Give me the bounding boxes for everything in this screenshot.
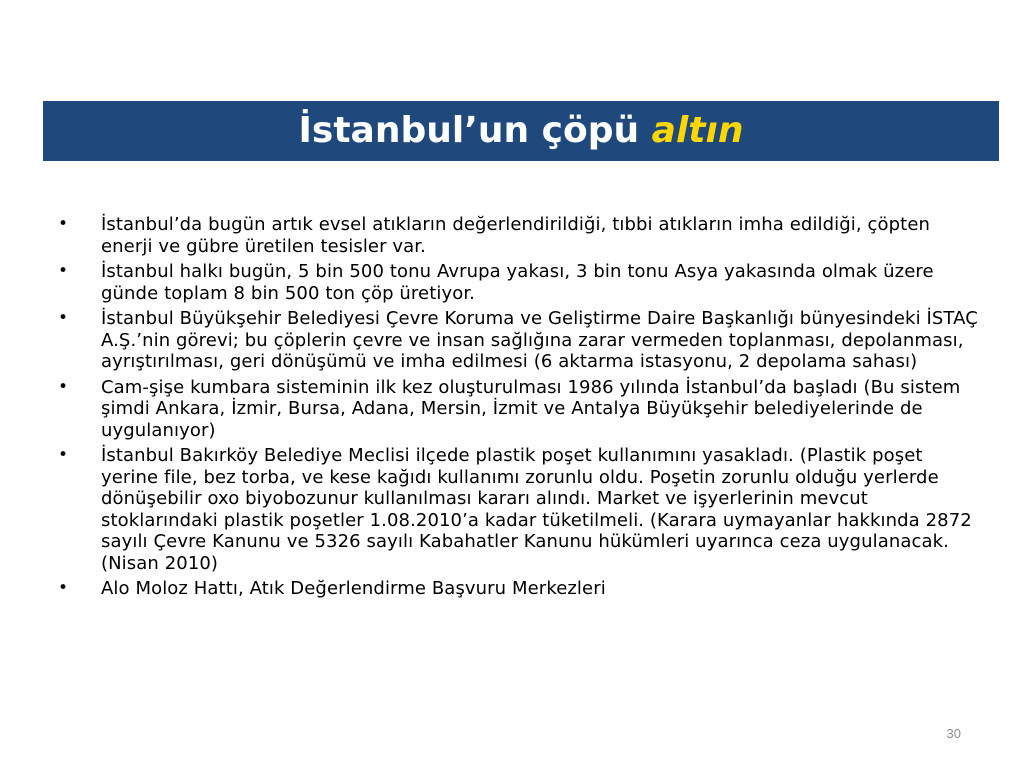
bullet-marker: •	[58, 261, 69, 281]
bullet-text: İstanbul halkı bugün, 5 bin 500 tonu Avrupa yakası, 3 bin tonu Asya yakasında olmak üzere günde toplam 8 bin 500 ton çöp üretiyor.	[101, 261, 934, 304]
bullet-text: Alo Moloz Hattı, Atık Değerlendirme Başvuru Merkezleri	[101, 578, 606, 599]
bullet-text: Cam-şişe kumbara sisteminin ilk kez oluşturulması 1986 yılında İstanbul’da başladı (Bu sistem şimdi Ankara, İzmir, Bursa, Adana, Mersin, İzmit ve Antalya Büyükşehir belediyelerinde de uygulanıyor)	[101, 376, 961, 441]
title-bar	[43, 101, 999, 161]
bullet-marker: •	[58, 578, 69, 598]
bullet-item-5	[58, 445, 978, 574]
bullet-item-6	[58, 578, 978, 600]
page-number: 30	[946, 726, 961, 741]
bullet-marker: •	[58, 445, 69, 465]
bullet-item-2	[58, 261, 978, 304]
bullet-text: İstanbul Bakırköy Belediye Meclisi ilçede plastik poşet kullanımını yasakladı. (Plastik poşet yerine file, bez torba, ve kese kağıdı kullanımı zorunlu oldu. Poşetin zorunlu olduğu yerlerde dönüşebilir oxo biyobozunur kullanılması kararı alındı. Market ve işyerlerinin mevcut stoklarındaki plastik poşetler 1.08.2010’a kadar tüketilmeli. (Karara uymayanlar hakkında 2872 sayılı Çevre Kanunu ve 5326 sayılı Kabahatler Kanunu hükümleri uyarınca ceza uygulanacak. (Nisan 2010)	[101, 445, 972, 574]
bullet-list	[58, 214, 978, 604]
bullet-marker: •	[58, 376, 69, 397]
bullet-marker: •	[58, 214, 69, 234]
bullet-text: İstanbul’da bugün artık evsel atıkların değerlendirildiği, tıbbi atıkların imha edildiği, çöpten enerji ve gübre üretilen tesisler var.	[101, 214, 931, 257]
slide-title	[298, 110, 744, 151]
bullet-marker: •	[58, 308, 69, 328]
slide-title-accent: altın	[651, 110, 744, 151]
bullet-item-4	[58, 377, 978, 442]
bullet-text: İstanbul Büyükşehir Belediyesi Çevre Koruma ve Geliştirme Daire Başkanlığı bünyesindeki İSTAÇ A.Ş.’nin görevi; bu çöplerin çevre ve insan sağlığına zarar vermeden toplanması, depolanması, ayrıştırılması, geri dönüşümü ve imha edilmesi (6 aktarma istasyonu, 2 depolama sahası)	[101, 308, 978, 372]
bullet-item-3	[58, 308, 978, 373]
slide-title-main: İstanbul’un çöpü	[298, 110, 652, 151]
bullet-item-1	[58, 214, 978, 257]
